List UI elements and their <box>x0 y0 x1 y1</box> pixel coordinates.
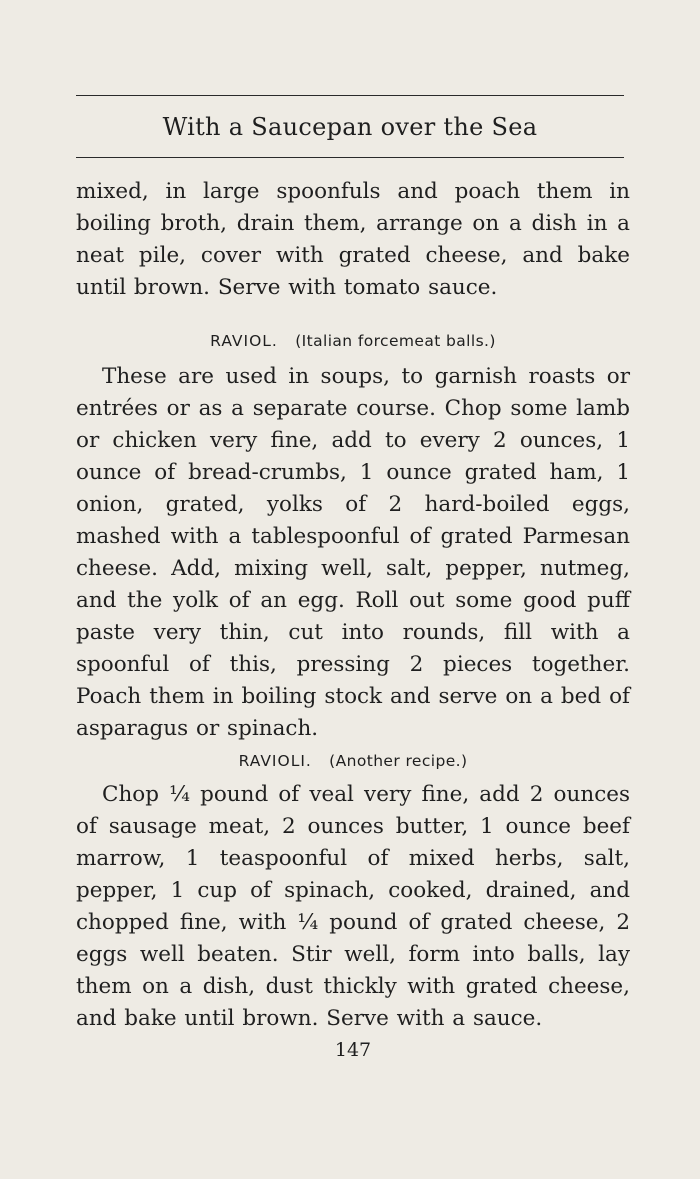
recipe-heading-ravioli <box>76 751 630 771</box>
header-rule-top <box>76 95 624 96</box>
recipe-subtitle: (Italian forcemeat balls.) <box>295 332 496 350</box>
recipe-paragraph-raviol: These are used in soups, to garnish roasts or entrées or as a separate course. Chop some lamb or chicken very fine, add to every 2 ounces, 1 ounce of bread-crumbs, 1 ounce grated ham, 1 onion, grated, yolks of 2 hard-boiled eggs, mashed with a tablespoonful of grated Parmesan cheese. Add, mixing well, salt, pepper, nutmeg, and the yolk of an egg. Roll out some good puff paste very thin, cut into rounds, fill with a spoonful of this, pressing 2 pieces together. Poach them in boiling stock and serve on a bed of asparagus or spinach. <box>76 364 630 741</box>
header-rule-bottom <box>76 157 624 158</box>
recipe-title: RAVIOLI. <box>238 752 312 770</box>
recipe-paragraph-ravioli: Chop ¼ pound of veal very fine, add 2 ounces of sausage meat, 2 ounces butter, 1 ounce beef marrow, 1 teaspoonful of mixed herbs, salt, pepper, 1 cup of spinach, cooked, drained, and chopped fine, with ¼ pound of grated cheese, 2 eggs well beaten. Stir well, form into balls, lay them on a dish, dust thickly with grated cheese, and bake until brown. Serve with a sauce. <box>76 782 630 1031</box>
running-title: With a Saucepan over the Sea <box>162 113 538 141</box>
continuation-paragraph: mixed, in large spoonfuls and poach them in boiling broth, drain them, arrange on a dish in a neat pile, cover with grated cheese, and bake until brown. Serve with tomato sauce. <box>76 179 630 300</box>
recipe-title: RAVIOL. <box>210 332 278 350</box>
page-number: 147 <box>334 1039 372 1061</box>
recipe-subtitle: (Another recipe.) <box>329 752 468 770</box>
recipe-heading-raviol <box>76 331 630 351</box>
